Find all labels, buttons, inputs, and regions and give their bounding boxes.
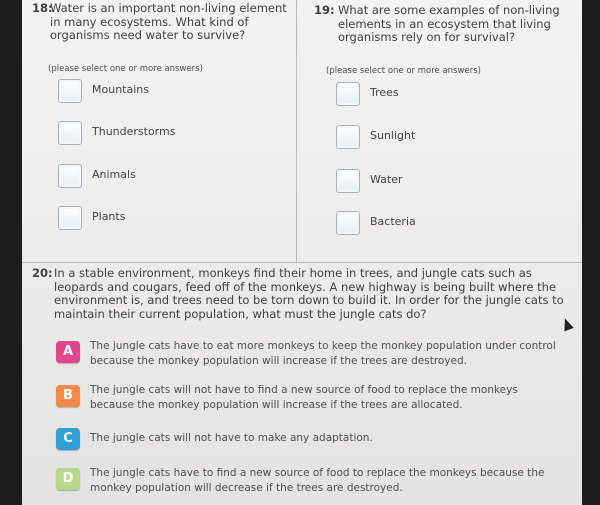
choice-text: The jungle cats have to eat more monkeys to keep the monkey population under control because the monkey population will increase if the trees are destroyed. xyxy=(90,340,556,367)
select-instruction: (please select one or more answers) xyxy=(48,64,203,74)
question-18 xyxy=(32,2,294,43)
question-19 xyxy=(314,4,576,45)
option-label: Mountains xyxy=(92,83,149,96)
option-label: Thunderstorms xyxy=(92,125,176,138)
checkbox[interactable] xyxy=(336,211,360,235)
checkbox[interactable] xyxy=(58,121,82,145)
checkbox[interactable] xyxy=(58,164,82,188)
choice-badge-a[interactable]: A xyxy=(56,341,80,363)
option-label: Plants xyxy=(92,210,126,223)
option-label: Trees xyxy=(370,86,399,99)
question-number: 19: xyxy=(314,3,335,17)
choice-badge-b[interactable]: B xyxy=(56,385,80,407)
quiz-page xyxy=(22,0,582,505)
checkbox[interactable] xyxy=(336,169,360,193)
choice-text: The jungle cats will not have to find a new source of food to replace the monkeys because the monkey population will increase if the trees are allocated. xyxy=(90,384,518,411)
section-divider xyxy=(22,262,582,263)
checkbox[interactable] xyxy=(58,206,82,230)
question-number: 20: xyxy=(32,266,53,280)
column-divider xyxy=(296,0,297,262)
question-number: 18: xyxy=(32,1,53,15)
choice-text: The jungle cats have to find a new source of food to replace the monkeys because the monkey population will decrease if the trees are destroyed. xyxy=(90,467,545,494)
checkbox[interactable] xyxy=(336,125,360,149)
question-text: In a stable environment, monkeys find their home in trees, and jungle cats such as leopards and cougars, feed off of the monkeys. A new highway is being built where the environment is, and trees need to be torn down to build it. In order for the jungle cats to maintain their current population, what must the jungle cats do? xyxy=(54,266,564,321)
question-text: What are some examples of non-living elements in an ecosystem that living organisms rely on for survival? xyxy=(338,3,560,44)
select-instruction: (please select one or more answers) xyxy=(326,66,481,76)
option-label: Water xyxy=(370,173,403,186)
option-label: Sunlight xyxy=(370,129,416,142)
question-20 xyxy=(32,267,572,321)
choice-badge-c[interactable]: C xyxy=(56,428,80,450)
choice-text: The jungle cats will not have to make any adaptation. xyxy=(90,432,373,444)
checkbox[interactable] xyxy=(58,79,82,103)
checkbox[interactable] xyxy=(336,82,360,106)
question-text: Water is an important non-living element in many ecosystems. What kind of organisms need water to survive? xyxy=(50,1,287,42)
option-label: Animals xyxy=(92,168,136,181)
option-label: Bacteria xyxy=(370,215,416,228)
choice-badge-d[interactable]: D xyxy=(56,468,80,490)
